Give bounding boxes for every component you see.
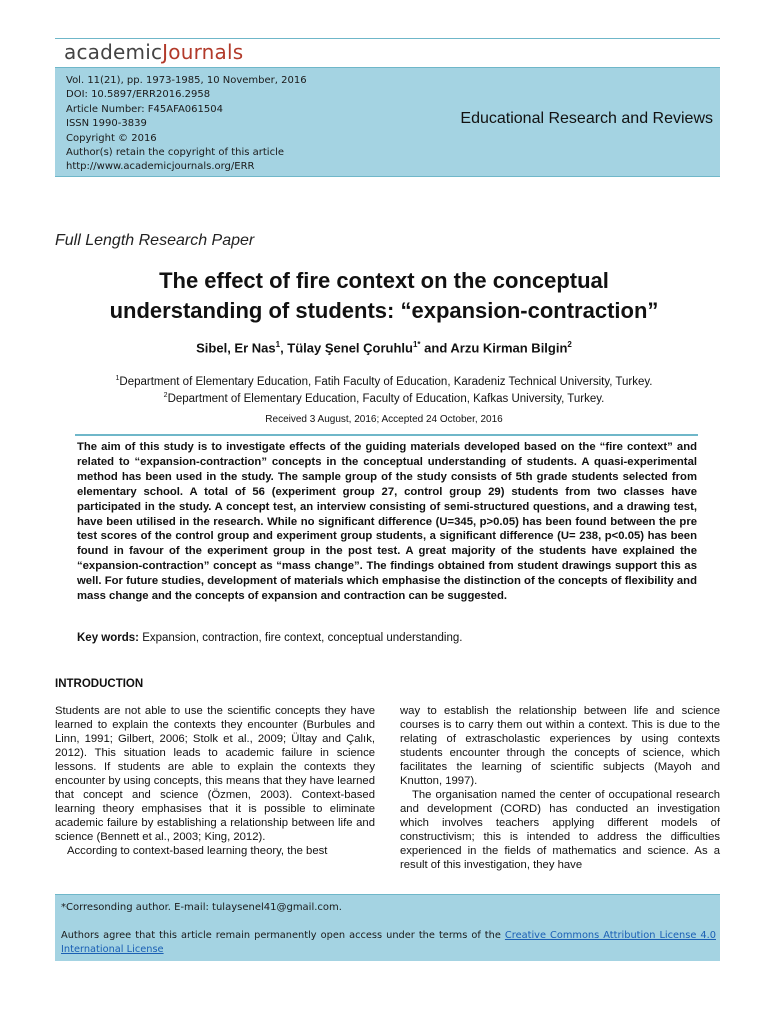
license-link[interactable]: Creative Commons Attribution License 4.0 International License: [61, 930, 716, 955]
article-metadata: [66, 74, 307, 175]
license-notice: [61, 929, 716, 956]
paragraph: According to context-based learning theory, the best: [67, 845, 328, 857]
author-1-affil-sup: 1: [275, 340, 281, 349]
affiliation-text: Department of Elementary Education, Fatih Faculty of Education, Karadeniz Technical University, Turkey.: [119, 375, 653, 388]
affiliation-sup: 2: [163, 391, 168, 399]
received-dates: Received 3 August, 2016; Accepted 24 October, 2016: [265, 414, 503, 425]
keywords-text: Expansion, contraction, fire context, conceptual understanding.: [139, 632, 463, 644]
affiliation-text: Department of Elementary Education, Faculty of Education, Kafkas University, Turkey.: [167, 392, 605, 405]
author-3-affil-sup: 2: [567, 340, 572, 349]
author-separator: ,: [280, 340, 288, 356]
abstract: The aim of this study is to investigate effects of the guiding materials developed based on the “fire context” and related to “expansion-contraction” concepts in the conceptual understanding of students. A quasi-experimental method has been used in the study. The sample group of the study consists of 5th grade students selected from elementary school. A total of 56 (experiment group 27, control group 29) students from two classes have participated in the study. A concept test, an interview consisting of semi-structured questions, and a drawing test, have been utilised in the research. While no significant difference (U=345, p>0.05) has been found between the pre test scores of the control group and experiment group students, a significant difference (U= 238, p<0.05) has been found in favour of the experiment group in the post test. A great majority of the students have explained the “expansion-contraction” concept as “mass change”. The findings obtained from student drawings support this as well. For future studies, development of materials which emphasise the distinction of the concepts of flexibility and mass change and the concepts of expansion and contraction can be suggested.: [77, 441, 697, 603]
meta-url: http://www.academicjournals.org/ERR: [66, 161, 255, 173]
abstract-rule: [75, 434, 698, 436]
affiliation-1: [40, 372, 728, 389]
affiliation-sup: 1: [115, 375, 120, 382]
meta-volume: Vol. 11(21), pp. 1973-1985, 10 November, 2016: [66, 75, 307, 86]
paragraph: Students are not able to use the scientific concepts they have learned to explain the contexts they encounter (Burbules and Linn, 1991; Gilbert, 2006; Stolk et al., 2009; Ültay and Çalık, 2012). This situation leads to academic failure in science lessons. If students are able to explain the contexts they encounter by using concepts, this means that they have learned that concept and science (Özmen, 2003). Context-based learning theory emphasises that it is possible to eliminate academic failure by establishing a relationship between life and science (Bennett et al., 2003; King, 2012).: [55, 705, 375, 843]
author-3: Arzu Kirman Bilgin: [450, 340, 568, 356]
author-list: [40, 340, 728, 355]
keywords: [77, 632, 697, 644]
meta-article-number: Article Number: F45AFA061504: [66, 103, 223, 115]
paragraph: The organisation named the center of occupational research and development (CORD) has conducted an investigation which involves teachers applying different models of constructivism; this is intended to address the difficulties experienced in the fields of mathematics and science. As a result of this investigation, they have: [400, 789, 720, 871]
meta-rights: Author(s) retain the copyright of this article: [66, 147, 285, 159]
paper-type: Full Length Research Paper: [55, 232, 255, 249]
meta-copyright: Copyright © 2016: [66, 132, 157, 144]
title-line-1: The effect of fire context on the conceptual: [159, 268, 609, 293]
author-1: Sibel, Er Nas: [196, 340, 276, 356]
body-column-left: [55, 704, 375, 858]
logo-text-journals: Journals: [162, 40, 244, 64]
affiliation-2: [40, 389, 728, 406]
publisher-logo: [64, 40, 243, 65]
meta-doi: DOI: 10.5897/ERR2016.2958: [66, 89, 211, 101]
meta-issn: ISSN 1990-3839: [66, 118, 147, 130]
license-text: Authors agree that this article remain permanently open access under the terms of the: [61, 930, 505, 941]
corresponding-author: *Corresonding author. E-mail: tulaysenel41@gmail.com.: [61, 902, 342, 913]
journal-title: Educational Research and Reviews: [460, 110, 713, 127]
section-heading-introduction: INTRODUCTION: [55, 678, 144, 690]
footer-band: [55, 894, 720, 961]
title-line-2: understanding of students: “expansion-contraction”: [109, 298, 659, 323]
author-separator: and: [420, 340, 451, 356]
affiliations: [40, 372, 728, 406]
top-rule: [55, 38, 720, 39]
author-2-affil-sup: 1*: [412, 340, 421, 349]
keywords-label: Key words:: [77, 632, 139, 644]
paragraph: way to establish the relationship between life and science courses is to carry them out within a context. This is due to the relating of extrascholastic experiences by using contexts students encounter through the concepts of science, which facilitates the learning of scientific subjects (Mayoh and Knutton, 1997).: [400, 705, 720, 787]
header-band: [55, 67, 720, 177]
logo-text-academic: academic: [64, 40, 163, 64]
paper-title: [40, 266, 728, 326]
body-column-right: [400, 704, 720, 872]
author-2: Tülay Şenel Çoruhlu: [287, 340, 413, 356]
